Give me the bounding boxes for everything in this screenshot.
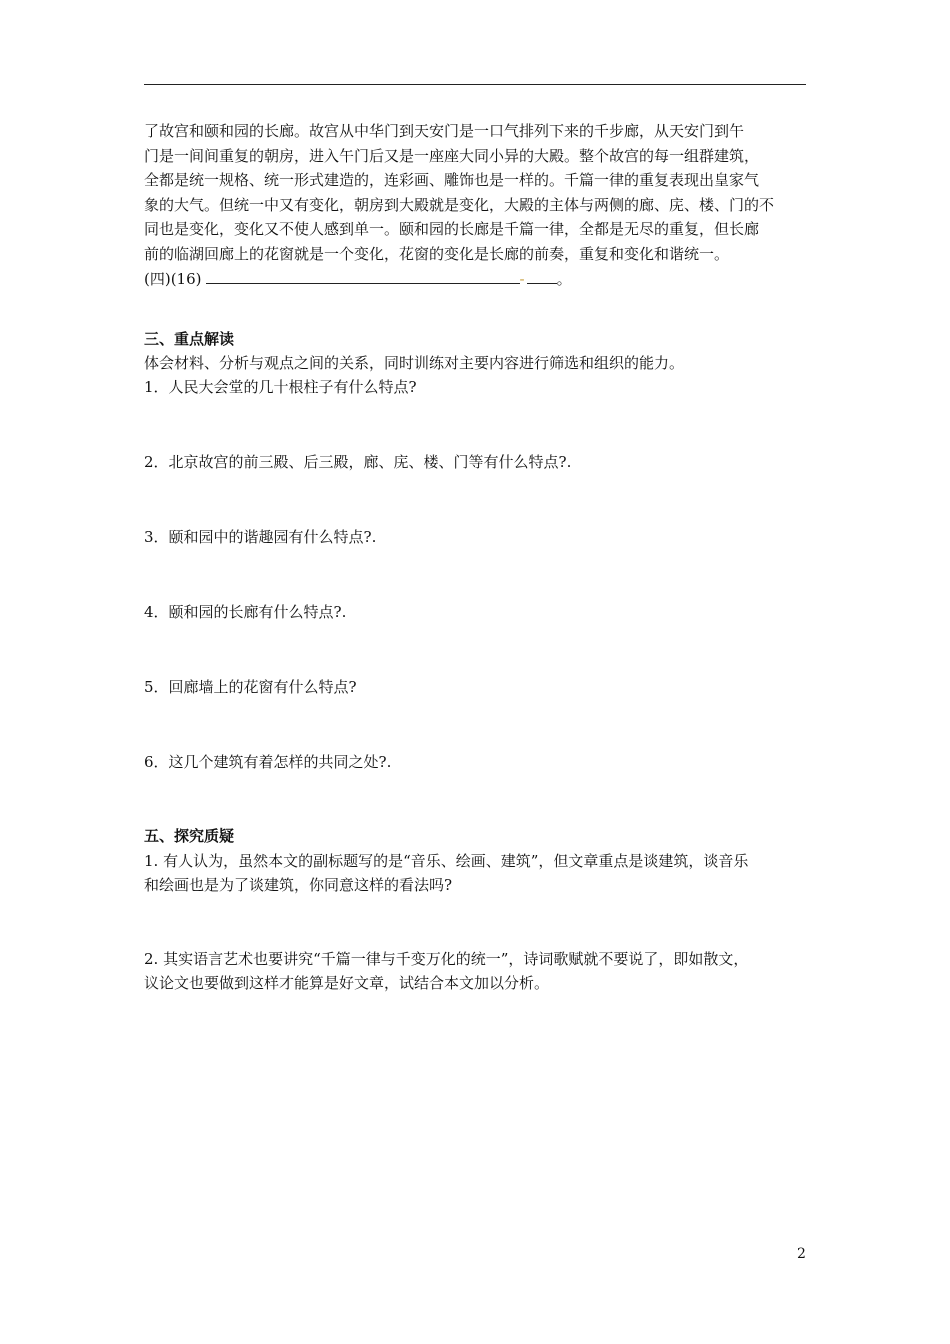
passage-line: 象的大气。但统一中又有变化，朝房到大殿就是变化，大殿的主体与两侧的廊、庑、楼、门的不	[144, 195, 775, 214]
fill-blank-line	[144, 267, 824, 292]
passage-line: 全都是统一规格、统一形式建造的，连彩画、雕饰也是一样的。千篇一律的重复表现出皇家气	[144, 171, 760, 190]
page-number: 2	[797, 1246, 806, 1262]
passage	[144, 119, 824, 291]
inquiry-question-2-line: 议论文也要做到这样才能算是好文章，试结合本文加以分析。	[144, 974, 550, 992]
fill-end: 。	[556, 269, 572, 288]
inquiry-question-1-line: 1. 有人认为，虽然本文的副标题写的是“音乐、绘画、建筑”，但文章重点是谈建筑，谈音乐	[144, 852, 749, 870]
question-2: 2．北京故宫的前三殿、后三殿，廊、庑、楼、门等有什么特点?.	[144, 453, 572, 471]
question-5: 5．回廊墙上的花窗有什么特点?	[144, 678, 357, 696]
blank-mark: -	[519, 269, 525, 288]
passage-line: 门是一间间重复的朝房，进入午门后又是一座座大同小异的大殿。整个故宫的每一组群建筑，	[144, 146, 760, 165]
section-heading-5: 五、探究质疑	[144, 827, 235, 845]
question-3: 3．颐和园中的谐趣园有什么特点?.	[144, 528, 377, 546]
question-4: 4．颐和园的长廊有什么特点?.	[144, 603, 347, 621]
question-1: 1．人民大会堂的几十根柱子有什么特点?	[144, 378, 417, 396]
answer-blank-end[interactable]	[527, 269, 557, 284]
fill-label: (四)(16)	[144, 269, 202, 288]
section-heading-3: 三、重点解读	[144, 330, 235, 348]
section-intro: 体会材料、分析与观点之间的关系，同时训练对主要内容进行筛选和组织的能力。	[144, 354, 685, 372]
inquiry-question-1-line: 和绘画也是为了谈建筑，你同意这样的看法吗?	[144, 876, 453, 894]
inquiry-question-2-line: 2. 其实语言艺术也要讲究“千篇一律与千变万化的统一”，诗词歌赋就不要说了，即如散文，	[144, 950, 749, 968]
question-6: 6．这几个建筑有着怎样的共同之处?.	[144, 753, 392, 771]
passage-line: 同也是变化，变化又不使人感到单一。颐和园的长廊是千篇一律，全都是无尽的重复，但长廊	[144, 220, 760, 239]
answer-blank[interactable]	[206, 269, 520, 284]
passage-line: 了故宫和颐和园的长廊。故宫从中华门到天安门是一口气排列下来的千步廊，从天安门到午	[144, 122, 745, 140]
passage-line: 前的临湖回廊上的花窗就是一个变化，花窗的变化是长廊的前奏，重复和变化和谐统一。	[144, 244, 730, 263]
header-rule	[144, 84, 806, 85]
